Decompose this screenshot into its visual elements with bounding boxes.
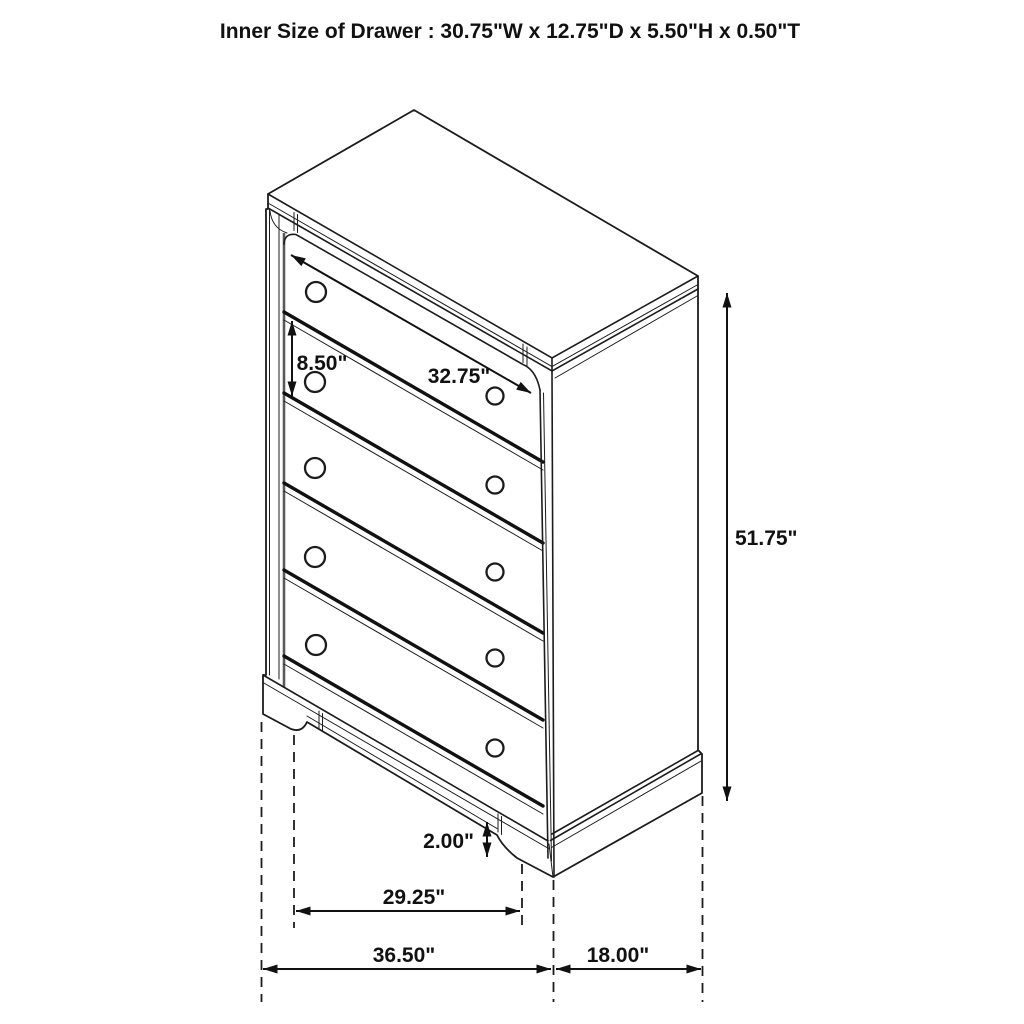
knob-d5-right	[487, 740, 504, 757]
knob-d1-left	[306, 282, 326, 302]
knob-d5-left	[306, 635, 326, 655]
knob-d4-left	[305, 547, 325, 567]
dim-label-foot-height: 2.00"	[423, 830, 474, 853]
dim-label-overall-height: 51.75"	[735, 527, 798, 550]
knob-d2-right	[487, 477, 504, 494]
dim-label-top-opening-width: 32.75"	[427, 365, 491, 388]
dim-label-base-cutout-width: 29.25"	[382, 886, 446, 909]
cabinet-silhouette	[263, 110, 702, 877]
dim-label-overall-depth: 18.00"	[586, 944, 650, 967]
chest-illustration	[263, 110, 702, 877]
dim-label-overall-width: 36.50"	[372, 944, 436, 967]
knob-d3-left	[305, 458, 325, 478]
dim-label-drawer-front-height: 8.50"	[296, 352, 348, 375]
knob-d1-right	[487, 388, 504, 405]
knob-d4-right	[487, 650, 504, 667]
knob-d3-right	[487, 564, 504, 581]
page-title: Inner Size of Drawer : 30.75"W x 12.75"D x 5.50"H x 0.50"T	[219, 20, 801, 43]
knob-d2-left	[305, 372, 325, 392]
